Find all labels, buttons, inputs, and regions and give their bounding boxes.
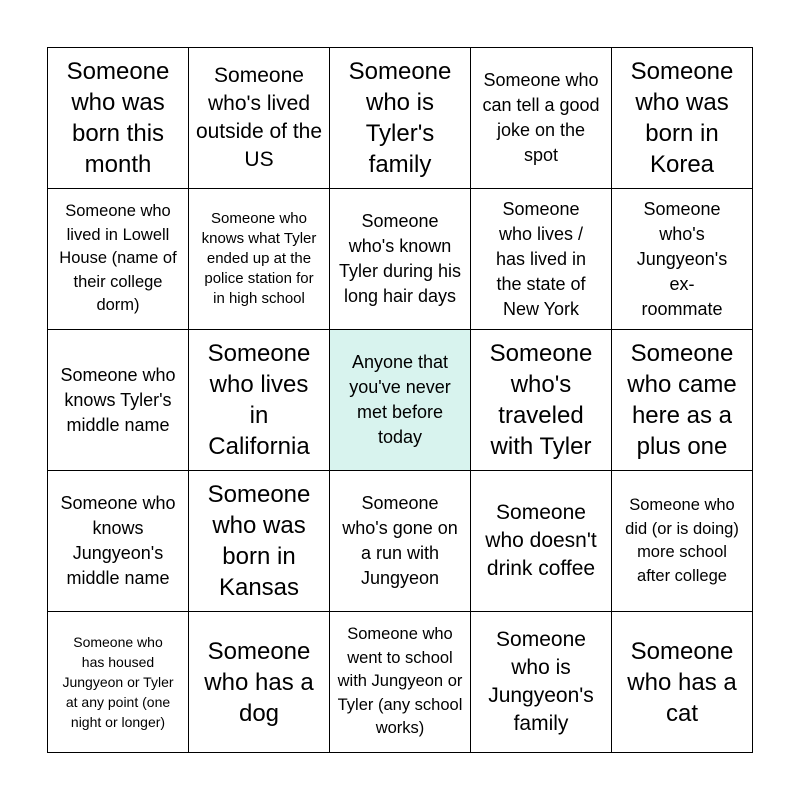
bingo-cell-r1c1[interactable]: Someone who was born this month <box>48 48 189 189</box>
free-space-cell[interactable]: Anyone that you've never met before today <box>330 330 471 471</box>
bingo-cell-r4c5[interactable]: Someone who did (or is doing) more school after college <box>612 471 753 612</box>
bingo-cell-r3c2[interactable]: Someone who lives in California <box>189 330 330 471</box>
bingo-cell-r3c4[interactable]: Someone who's traveled with Tyler <box>471 330 612 471</box>
bingo-cell-r4c2[interactable]: Someone who was born in Kansas <box>189 471 330 612</box>
bingo-cell-r4c4[interactable]: Someone who doesn't drink coffee <box>471 471 612 612</box>
bingo-cell-r2c1[interactable]: Someone who lived in Lowell House (name of their college dorm) <box>48 189 189 330</box>
bingo-cell-r2c4[interactable]: Someone who lives / has lived in the state of New York <box>471 189 612 330</box>
bingo-cell-r4c1[interactable]: Someone who knows Jungyeon's middle name <box>48 471 189 612</box>
bingo-cell-r3c1[interactable]: Someone who knows Tyler's middle name <box>48 330 189 471</box>
bingo-board <box>47 47 753 753</box>
bingo-cell-r5c5[interactable]: Someone who has a cat <box>612 612 753 753</box>
bingo-cell-r1c3[interactable]: Someone who is Tyler's family <box>330 48 471 189</box>
bingo-cell-r1c5[interactable]: Someone who was born in Korea <box>612 48 753 189</box>
bingo-cell-r2c2[interactable]: Someone who knows what Tyler ended up at the police station for in high school <box>189 189 330 330</box>
bingo-cell-r5c4[interactable]: Someone who is Jungyeon's family <box>471 612 612 753</box>
bingo-cell-r5c2[interactable]: Someone who has a dog <box>189 612 330 753</box>
bingo-cell-r5c3[interactable]: Someone who went to school with Jungyeon or Tyler (any school works) <box>330 612 471 753</box>
bingo-cell-r2c3[interactable]: Someone who's known Tyler during his long hair days <box>330 189 471 330</box>
bingo-cell-r4c3[interactable]: Someone who's gone on a run with Jungyeon <box>330 471 471 612</box>
bingo-cell-r5c1[interactable]: Someone who has housed Jungyeon or Tyler at any point (one night or longer) <box>48 612 189 753</box>
bingo-cell-r1c2[interactable]: Someone who's lived outside of the US <box>189 48 330 189</box>
bingo-cell-r1c4[interactable]: Someone who can tell a good joke on the spot <box>471 48 612 189</box>
bingo-cell-r3c5[interactable]: Someone who came here as a plus one <box>612 330 753 471</box>
bingo-cell-r2c5[interactable]: Someone who's Jungyeon's ex-roommate <box>612 189 753 330</box>
